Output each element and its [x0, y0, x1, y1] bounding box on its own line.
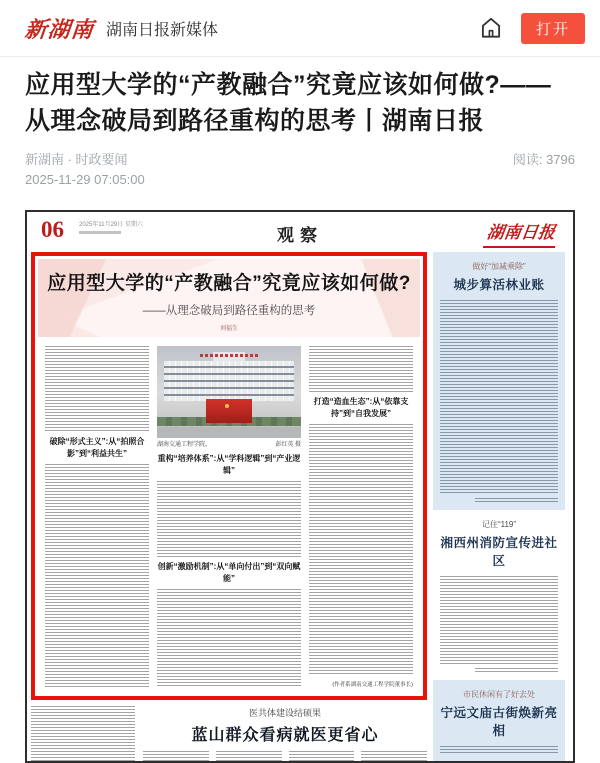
- photo-caption: 湖南交通工程学院。: [157, 442, 212, 448]
- body-text-placeholder: [45, 464, 149, 688]
- main-article-columns: [45, 346, 413, 688]
- headline: 湘西州消防宣传进社区: [440, 536, 558, 568]
- headline: 蓝山群众看病就医更省心: [191, 727, 379, 744]
- byline-placeholder: [475, 498, 558, 503]
- subhead-2: 重构“培养体系”:从“学科逻辑”到“产业逻辑”: [157, 454, 301, 476]
- headline: 城步算活林业账: [453, 278, 545, 292]
- headline: 宁远文庙古街焕新亮相: [440, 706, 558, 738]
- building-facade: [164, 361, 294, 401]
- article-datetime: 2025-11-29 07:05:00: [25, 172, 145, 187]
- main-article-subtitle: ——从理念破局到路径重构的思考: [142, 305, 316, 317]
- body-text-placeholder: [361, 751, 427, 761]
- page-date: 2025年11月29日 星期六: [79, 222, 143, 234]
- column-1: [45, 346, 149, 688]
- campus-photo: [157, 346, 301, 438]
- newspaper-header: [41, 218, 559, 250]
- article-title: 应用型大学的“产教融合”究竟应该如何做?——从理念破局到路径重构的思考丨湖南日报: [25, 71, 552, 135]
- kicker: 医共体建设结硕果: [248, 708, 321, 718]
- column-2: [157, 346, 301, 688]
- body-text-placeholder: [289, 751, 355, 761]
- body-text-placeholder: [440, 576, 558, 664]
- body-text-placeholder: [216, 751, 282, 761]
- masthead-hunan-daily: 湖南日报: [483, 218, 559, 248]
- highlight-red-box: [31, 252, 427, 700]
- brand-name: 湖南日报新媒体: [106, 21, 219, 39]
- body-text-placeholder: [440, 746, 558, 754]
- column-3: [309, 346, 413, 688]
- app-bar-actions: [477, 13, 585, 44]
- body-text-placeholder: [440, 300, 558, 494]
- byline-placeholder: [475, 668, 558, 673]
- article-source[interactable]: 新湖南 · 时政要闻: [25, 152, 128, 167]
- subhead-4: 打造“造血生态”:从“依靠支持”到“自我发展”: [313, 397, 409, 418]
- newspaper-page: [27, 212, 573, 761]
- body-text-placeholder: [45, 346, 149, 432]
- body-text-placeholder: [157, 589, 301, 688]
- building-sign: [200, 354, 258, 357]
- main-article-hero: [38, 259, 420, 337]
- author-endnote: (作者系湖南交通工程学院董事长): [332, 682, 413, 688]
- subhead-3: 创新“激励机制”:从“单向付出”到“双向赋能”: [157, 562, 301, 584]
- main-article-headline: 应用型大学的“产教融合”究竟应该如何做?: [47, 273, 411, 294]
- newspaper-page-image[interactable]: [25, 210, 575, 763]
- xinhunan-logo[interactable]: 新湖南: [23, 16, 96, 42]
- body-text-placeholder: [143, 751, 209, 761]
- body-text-placeholder: [309, 346, 413, 392]
- kicker: 做好“加减乘除”: [472, 262, 526, 271]
- body-text-placeholder: [31, 706, 135, 761]
- section-title: 观察: [277, 226, 323, 245]
- article-lanshan: [31, 706, 427, 761]
- right-column: [433, 252, 565, 761]
- article-chengbu: [433, 252, 565, 510]
- bottom-article-columns: [143, 751, 427, 761]
- body-text-placeholder: [309, 424, 413, 676]
- kicker: 市民休闲有了好去处: [463, 690, 535, 699]
- article-fire-safety: [433, 510, 565, 680]
- road: [157, 427, 301, 438]
- open-app-button[interactable]: 打开: [521, 13, 585, 44]
- read-count: 阅读: 3796: [512, 152, 575, 167]
- main-article-author: 刘福生: [219, 326, 238, 332]
- app-bar: [0, 0, 600, 57]
- photo-credit: 彭红英 摄: [275, 442, 301, 448]
- body-text-placeholder: [157, 481, 301, 557]
- article-header: [0, 57, 600, 187]
- red-monument: [206, 399, 252, 423]
- page-number: 06: [41, 217, 64, 242]
- home-button[interactable]: [477, 14, 505, 42]
- article-ningyuan: [433, 680, 565, 761]
- subhead-1: 破除“形式主义”:从“拍照合影”到“利益共生”: [49, 437, 145, 458]
- home-icon: [478, 15, 504, 41]
- kicker: 记住“119”: [481, 520, 517, 529]
